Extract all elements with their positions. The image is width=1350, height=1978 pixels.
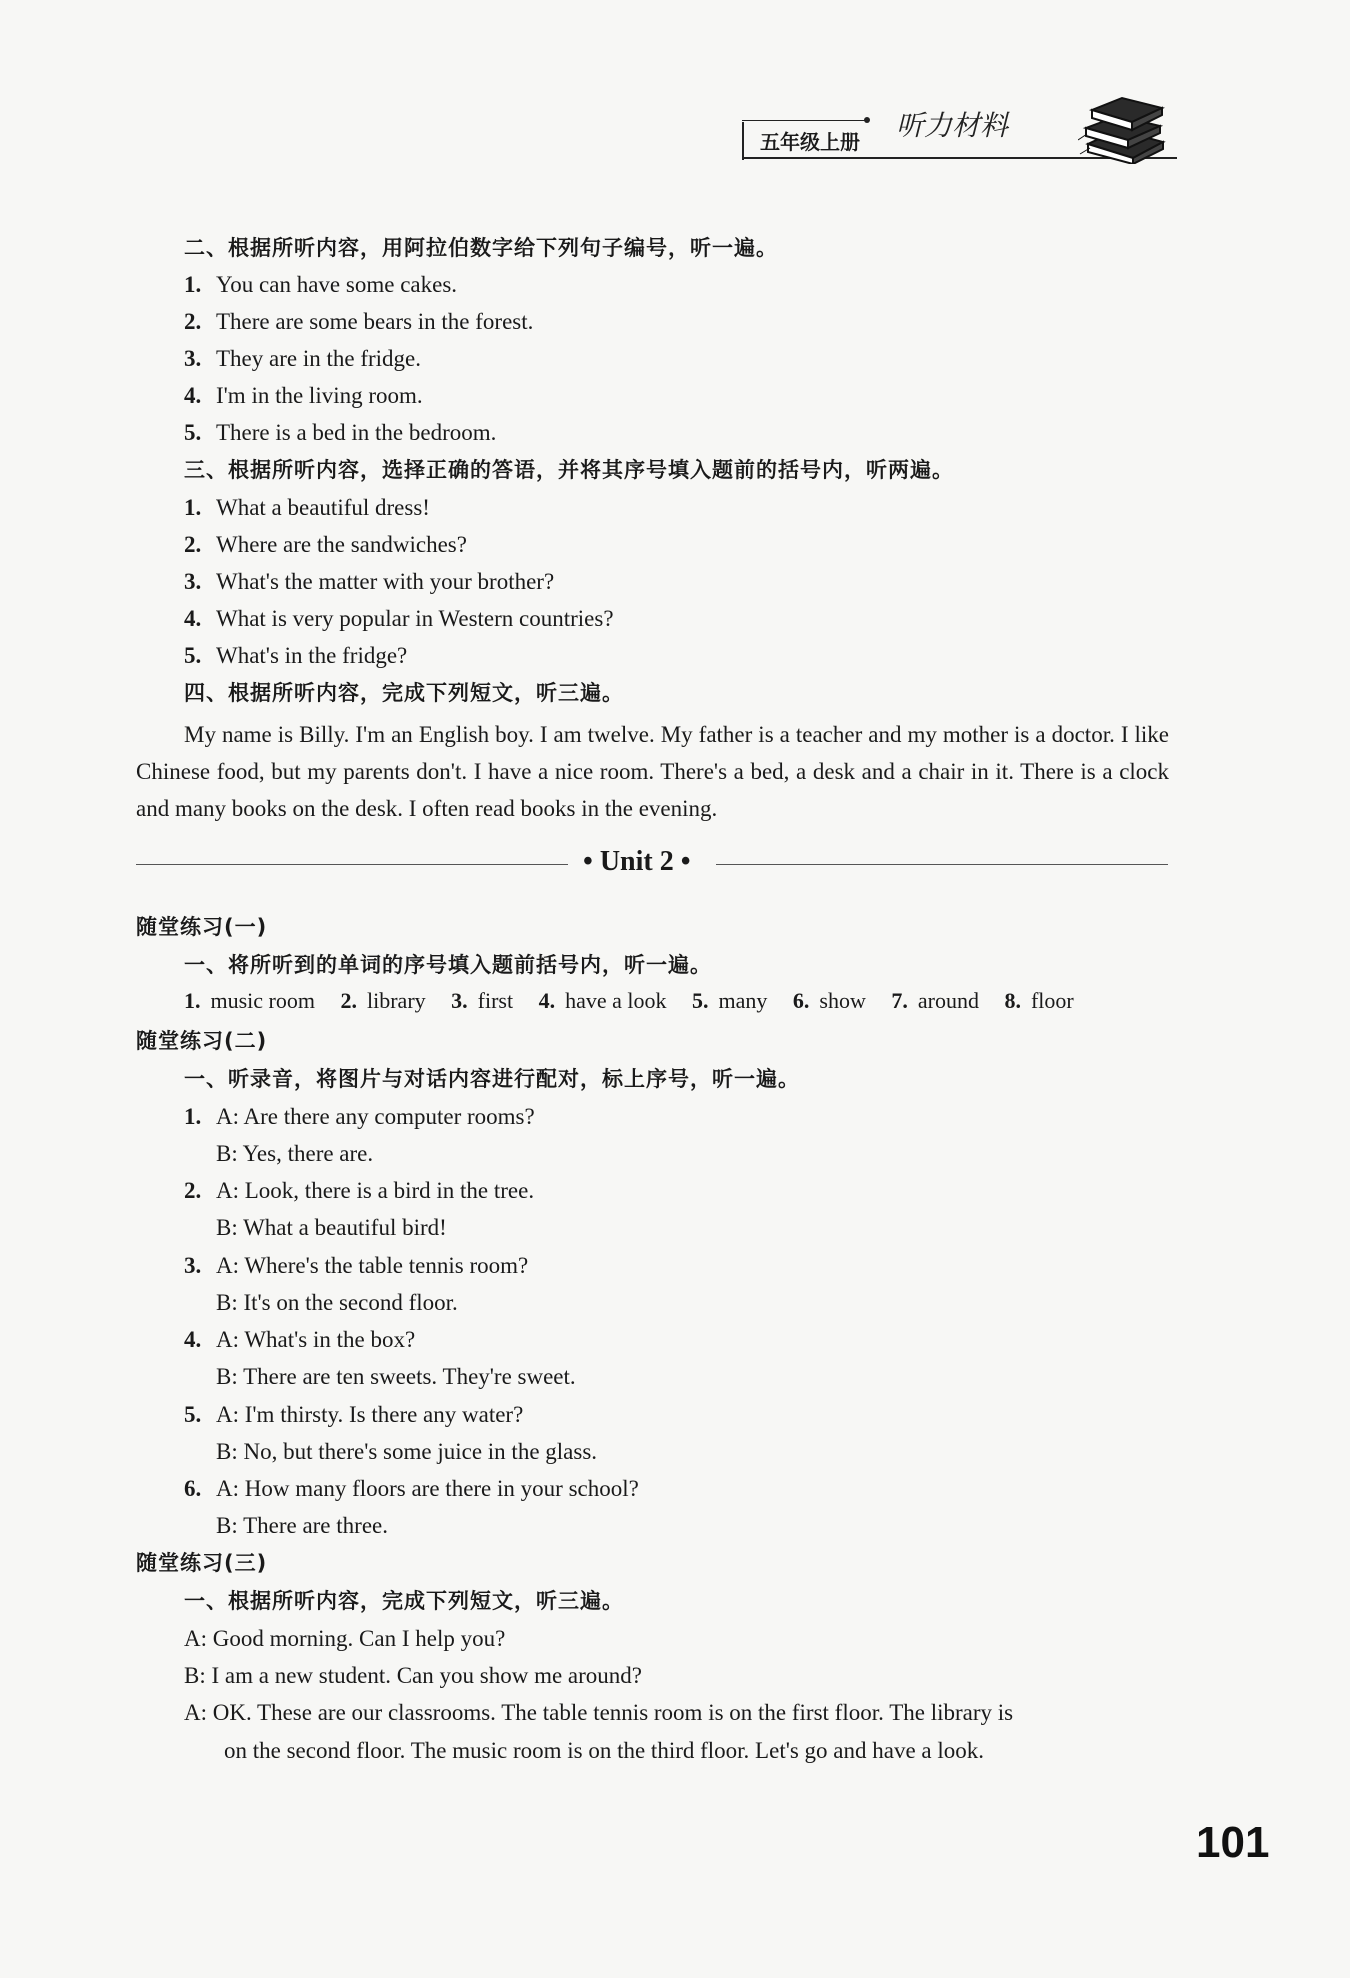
practice2-heading: 一、听录音，将图片与对话内容进行配对，标上序号，听一遍。 [184,1067,800,1091]
dialog-line: B: I am a new student. Can you show me around? [184,1663,642,1688]
dialog-line: 1. A: Are there any computer rooms? [184,1104,535,1129]
dialog-line: B: There are ten sweets. They're sweet. [216,1364,576,1389]
unit-title: • Unit 2 • [583,846,691,877]
dialog-line: B: It's on the second floor. [216,1290,458,1315]
part2-heading: 二、根据所听内容，用阿拉伯数字给下列句子编号，听一遍。 [184,236,778,260]
list-item: 3. They are in the fridge. [184,346,421,371]
list-item: 5. What's in the fridge? [184,643,408,668]
section-title: 听力材料 [896,109,1009,142]
grade-label: 五年级上册 [742,122,882,160]
list-item: 2. There are some bears in the forest. [184,309,534,334]
list-item: 5. There is a bed in the bedroom. [184,420,497,445]
vocab-list: 1. music room 2. library 3. first 4. have a look 5. many 6. show 7. around 8. floor [184,988,1074,1013]
practice1-heading: 一、将所听到的单词的序号填入题前括号内，听一遍。 [184,953,712,977]
dialog-line: on the second floor. The music room is on the third floor. Let's go and have a look. [224,1738,985,1763]
practice3-title: 随堂练习(三) [136,1551,268,1575]
dialog-line: 3. A: Where's the table tennis room? [184,1253,529,1278]
list-item: 2. Where are the sandwiches? [184,532,467,557]
dialog-line: A: OK. These are our classrooms. The table tennis room is on the first floor. The library is [184,1700,1014,1725]
part3-heading: 三、根据所听内容，选择正确的答语，并将其序号填入题前的括号内，听两遍。 [184,458,954,482]
dialog-line: 2. A: Look, there is a bird in the tree. [184,1178,535,1203]
practice1-title: 随堂练习(一) [136,915,268,939]
practice2-title: 随堂练习(二) [136,1029,268,1053]
dialog-line: 4. A: What's in the box? [184,1327,416,1352]
list-item: 4. I'm in the living room. [184,383,423,408]
dialog-line: A: Good morning. Can I help you? [184,1626,506,1651]
list-item: 3. What's the matter with your brother? [184,569,555,594]
list-item: 1. You can have some cakes. [184,272,458,297]
list-item: 1. What a beautiful dress! [184,495,430,520]
header-dot-line [742,120,867,121]
list-item: 4. What is very popular in Western countries? [184,606,614,631]
dialog-line: 5. A: I'm thirsty. Is there any water? [184,1402,524,1427]
dialog-line: B: What a beautiful bird! [216,1215,447,1240]
passage-paragraph: My name is Billy. I'm an English boy. I am twelve. My father is a teacher and my mother is a doctor. I like Chinese food, but my parents don't. I have a nice room. There's a bed, a desk and a chair in it. There is a clock and many books on the desk. I often read books in the evening. [136,722,1169,821]
page-number: 101 [1196,1818,1270,1867]
dialog-line: B: There are three. [216,1513,388,1538]
dialog-line: B: Yes, there are. [216,1141,374,1166]
dialog-line: 6. A: How many floors are there in your school? [184,1476,639,1501]
part4-heading: 四、根据所听内容，完成下列短文，听三遍。 [184,681,624,705]
divider-left [136,864,568,865]
dialog-line: B: No, but there's some juice in the glass. [216,1439,598,1464]
practice3-heading: 一、根据所听内容，完成下列短文，听三遍。 [184,1589,624,1613]
books-stack-icon [1078,92,1168,164]
divider-right [716,864,1168,865]
